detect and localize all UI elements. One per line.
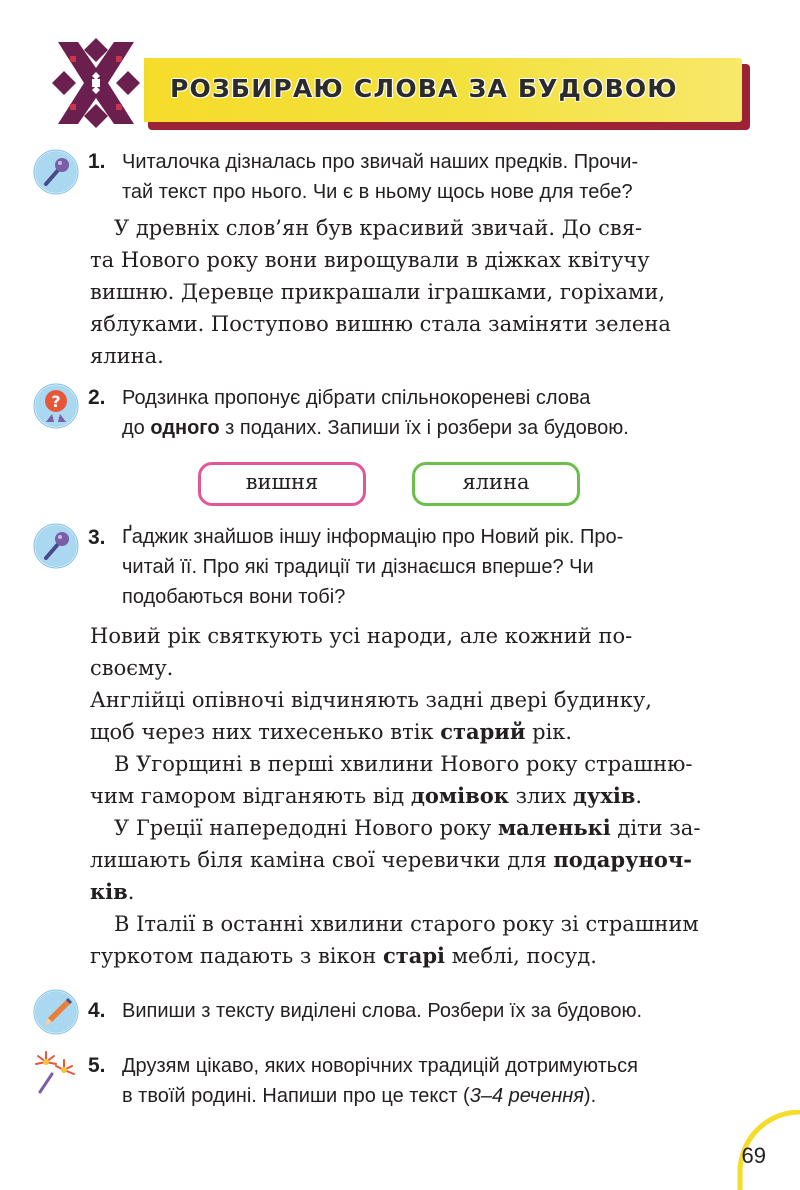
passage-line [90,812,740,844]
page-title: РОЗБИРАЮ СЛОВА ЗА БУДОВОЮ [170,74,678,103]
pen-icon [32,988,80,1036]
task-3-line: читай її. Про які традиції ти дізнаєшся вперше? Чи [122,556,594,578]
bold-word: подаруноч- [553,847,692,872]
task-1-line: Читалочка дізналась про звичай наших предків. Прочи- [122,151,639,173]
text-run: з поданих. Запиши їх і розбери за будовою. [219,417,629,439]
bold-word: домівок [410,783,509,808]
text-run: до [122,417,151,439]
microphone-icon [32,522,80,570]
task-5-text [122,1051,738,1111]
text-run: в твоїй родині. Напиши про це текст ( [122,1085,470,1107]
task-4-number: 4. [88,999,106,1022]
passage-line: В Угорщині в перші хвилини Нового року страшню- [114,752,693,776]
task-5-number: 5. [88,1054,106,1077]
text-run: . [127,880,135,904]
italic-run: 3–4 речення [469,1085,584,1107]
svg-text:?: ? [51,392,61,411]
passage-line: У древніх слов’ян був красивий звичай. До свя- [114,216,643,240]
text-run: рік. [525,720,573,744]
passage-line: Англійці опівночі відчиняють задні двері будинку, [90,688,652,712]
task-1-text [122,147,738,207]
passage-line: ялина. [90,344,164,368]
word-box-vyshnia: вишня [198,462,366,506]
text-run: ). [583,1085,597,1107]
task-1-line: тай текст про нього. Чи є в ньому щось нове для тебе? [122,181,633,203]
text-run: . [635,784,643,808]
task-2-number: 2. [88,386,106,409]
page-number: 69 [741,1143,766,1168]
passage-line [90,940,740,972]
task-3-text [122,522,738,612]
passage-line [90,780,740,812]
word-box-yalyna: ялина [412,462,580,506]
passage-line: своєму. [90,656,174,680]
fireworks-icon [30,1048,78,1096]
passage-slavic-custom [90,212,740,372]
task-4-line: Випиши з тексту виділені слова. Розбери їх за будовою. [122,1000,643,1022]
passage-new-year-traditions [90,620,740,972]
passage-line: В Італії в останні хвилини старого року зі страшним [114,912,699,936]
bold-word: маленькі [497,815,611,840]
passage-line: яблуками. Поступово вишню стала заміняти зелена [90,312,671,336]
task-1-number: 1. [88,150,106,173]
text-run: У Греції напередодні Нового року [114,816,498,840]
section-header [40,30,752,130]
text-run: діти за- [610,816,701,840]
task-3-line: Ґаджик знайшов іншу інформацію про Новий рік. Про- [122,526,624,548]
passage-line: Новий рік святкують усі народи, але кожний по- [90,624,633,648]
task-5-line: Друзям цікаво, яких новорічних традицій дотримуються [122,1055,638,1077]
task-2-text [122,383,738,443]
passage-line: вишню. Деревце прикрашали іграшками, горіхами, [90,280,666,304]
bold-word: старі [382,943,446,968]
text-run: щоб через них тихесенько втік [90,720,441,744]
task-2-line [122,413,738,443]
question-icon [32,382,80,430]
task-3-number: 3. [88,526,106,549]
task-5-line [122,1081,738,1111]
passage-line [90,876,740,908]
microphone-icon [32,148,80,196]
text-run: меблі, посуд. [445,944,597,968]
bold-word: одного [150,417,220,439]
text-run: гуркотом падають з вікон [90,944,383,968]
task-4-text [122,996,738,1026]
bold-word: духів [572,783,636,808]
text-run: злих [508,784,573,808]
task-3-line: подобаються вони тобі? [122,586,346,608]
passage-line [90,716,740,748]
embroidery-ornament-icon [48,36,144,130]
text-run: лишають біля каміна свої черевички для [90,848,554,872]
bold-word: ків [90,879,128,904]
task-2-line: Родзинка пропонує дібрати спільнокореневі слова [122,387,591,409]
bold-word: старий [440,719,526,744]
passage-line: та Нового року вони вирощували в діжках квітучу [90,248,650,272]
text-run: чим гамором відганяють від [90,784,411,808]
passage-line [90,844,740,876]
